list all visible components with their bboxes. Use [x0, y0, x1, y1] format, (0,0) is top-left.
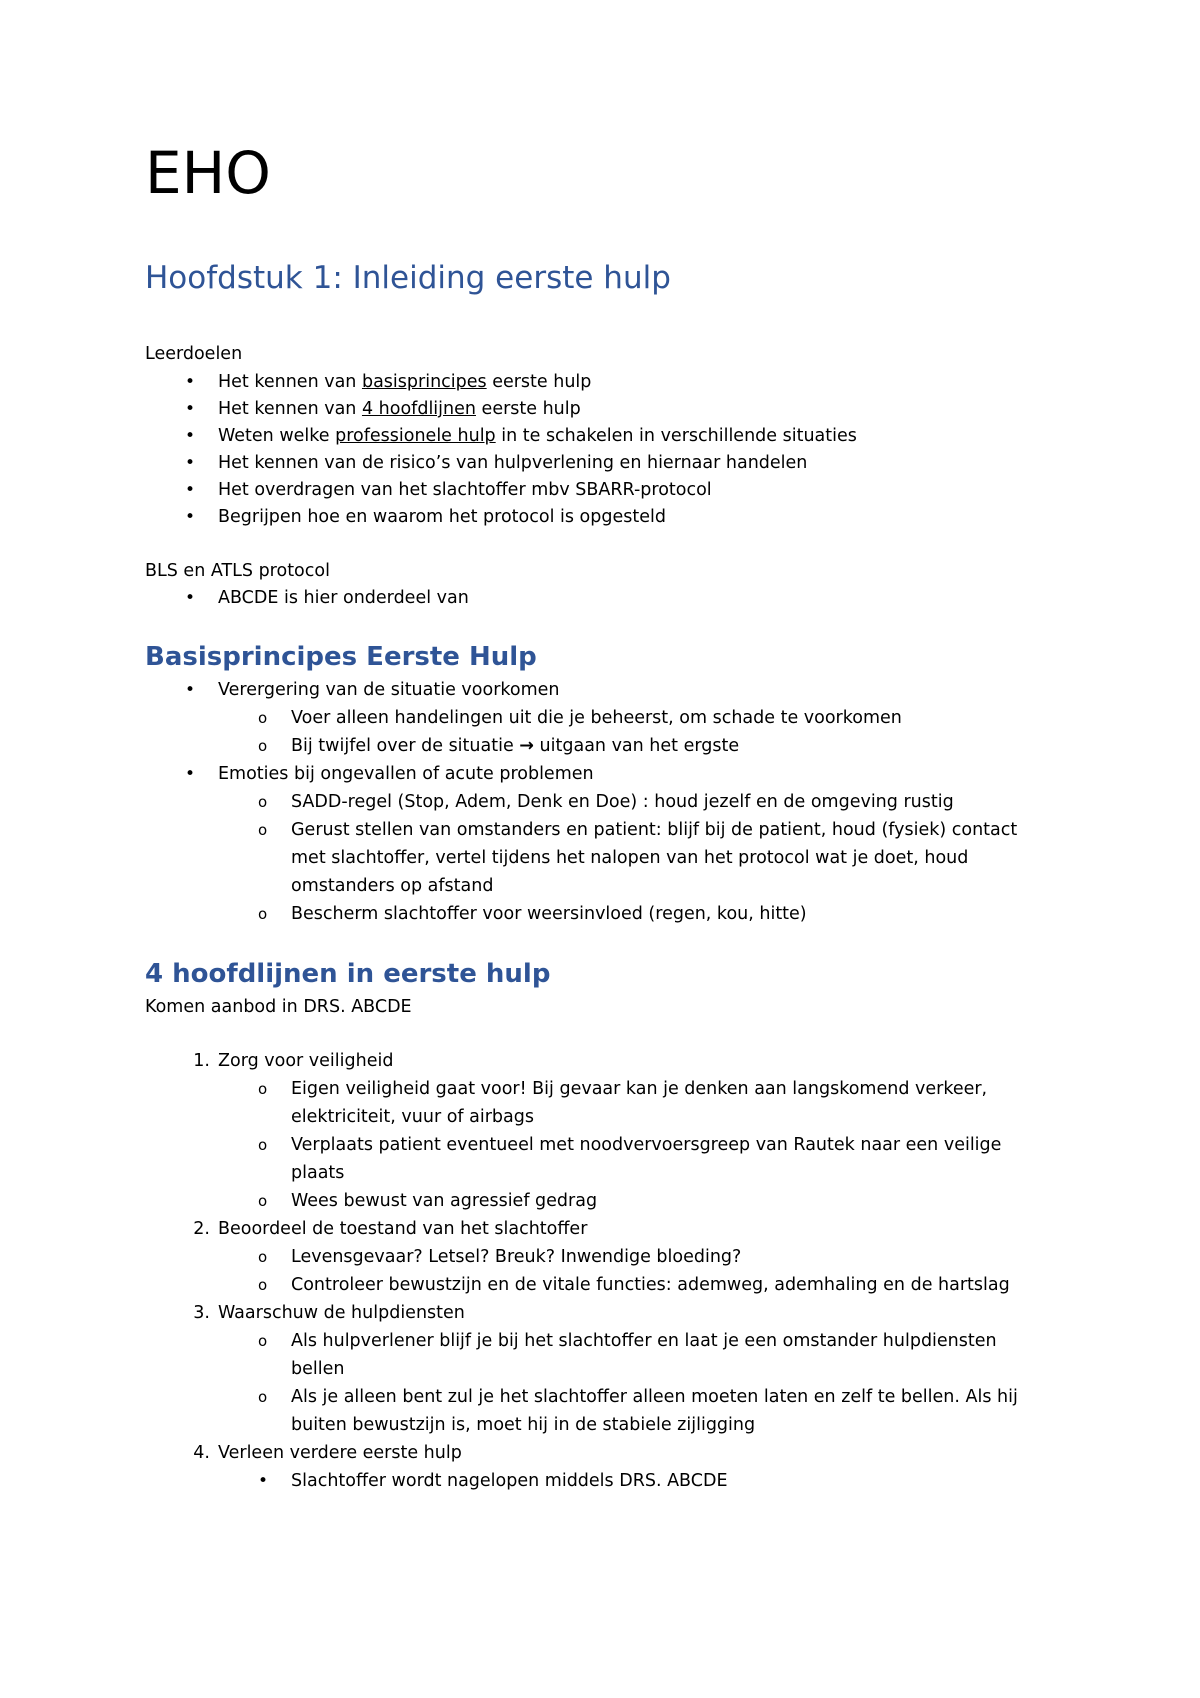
circle-bullet-icon: o [258, 1332, 268, 1350]
bullet-icon: • [185, 372, 196, 392]
circle-bullet-icon: o [258, 821, 268, 839]
list-item: • Het kennen van basisprincipes eerste hulp [218, 368, 591, 396]
bullet-icon: • [185, 588, 196, 608]
sub-list-item: o Bij twijfel over de situatie → uitgaan van het ergste [291, 732, 739, 760]
list-number: 3. [193, 1303, 210, 1323]
sub-list-item: o Wees bewust van agressief gedrag [291, 1187, 597, 1215]
sub-list-item: o Controleer bewustzijn en de vitale functies: ademweg, ademhaling en de hartslag [291, 1271, 1010, 1299]
sub-list-item-continuation: plaats [291, 1163, 345, 1183]
circle-bullet-icon: o [258, 1248, 268, 1266]
list-item: • Het kennen van 4 hoofdlijnen eerste hulp [218, 395, 581, 423]
sub-list-item: o Levensgevaar? Letsel? Breuk? Inwendige bloeding? [291, 1243, 741, 1271]
list-item: • Begrijpen hoe en waarom het protocol is opgesteld [218, 503, 666, 531]
sub-list-item: o Als je alleen bent zul je het slachtoffer alleen moeten laten en zelf te bellen. Als hij [291, 1383, 1018, 1411]
sub-list-item: o Eigen veiligheid gaat voor! Bij gevaar kan je denken aan langskomend verkeer, [291, 1075, 987, 1103]
sub-list-item-continuation: bellen [291, 1359, 345, 1379]
basis-heading: Basisprincipes Eerste Hulp [145, 642, 537, 672]
list-item: • Emoties bij ongevallen of acute problemen [218, 760, 594, 788]
list-item: 2. Beoordeel de toestand van het slachtoffer [218, 1215, 587, 1243]
leerdoelen-label: Leerdoelen [145, 344, 243, 364]
bullet-icon: • [185, 453, 196, 473]
list-number: 4. [193, 1443, 210, 1463]
arrow-right-icon: → [519, 736, 534, 756]
circle-bullet-icon: o [258, 793, 268, 811]
bullet-icon: • [258, 1471, 269, 1491]
list-item: • Het overdragen van het slachtoffer mbv SBARR-protocol [218, 476, 712, 504]
sub-list-item: o Als hulpverlener blijf je bij het slachtoffer en laat je een omstander hulpdiensten [291, 1327, 997, 1355]
circle-bullet-icon: o [258, 737, 268, 755]
list-number: 2. [193, 1219, 210, 1239]
circle-bullet-icon: o [258, 1136, 268, 1154]
bullet-icon: • [185, 399, 196, 419]
circle-bullet-icon: o [258, 1192, 268, 1210]
sub-list-item: • Slachtoffer wordt nagelopen middels DRS. ABCDE [291, 1467, 728, 1495]
hoofdlijnen-heading: 4 hoofdlijnen in eerste hulp [145, 959, 551, 989]
bullet-icon: • [185, 507, 196, 527]
circle-bullet-icon: o [258, 905, 268, 923]
document-title: EHO [145, 139, 271, 207]
chapter-heading: Hoofdstuk 1: Inleiding eerste hulp [145, 260, 671, 296]
list-number: 1. [193, 1051, 210, 1071]
sub-list-item: o Voer alleen handelingen uit die je beheerst, om schade te voorkomen [291, 704, 902, 732]
sub-list-item: o Bescherm slachtoffer voor weersinvloed (regen, kou, hitte) [291, 900, 807, 928]
list-item: 1. Zorg voor veiligheid [218, 1047, 393, 1075]
bullet-icon: • [185, 680, 196, 700]
list-item: 3. Waarschuw de hulpdiensten [218, 1299, 465, 1327]
bullet-icon: • [185, 764, 196, 784]
list-item: • Weten welke professionele hulp in te schakelen in verschillende situaties [218, 422, 857, 450]
circle-bullet-icon: o [258, 1388, 268, 1406]
bullet-icon: • [185, 426, 196, 446]
sub-list-item: o SADD-regel (Stop, Adem, Denk en Doe) : houd jezelf en de omgeving rustig [291, 788, 954, 816]
sub-list-item-continuation: omstanders op afstand [291, 876, 494, 896]
list-item: • Verergering van de situatie voorkomen [218, 676, 560, 704]
list-item: • ABCDE is hier onderdeel van [218, 584, 469, 612]
circle-bullet-icon: o [258, 1080, 268, 1098]
sub-list-item-continuation: buiten bewustzijn is, moet hij in de stabiele zijligging [291, 1415, 756, 1435]
circle-bullet-icon: o [258, 709, 268, 727]
bls-label: BLS en ATLS protocol [145, 561, 330, 581]
list-item: 4. Verleen verdere eerste hulp [218, 1439, 462, 1467]
list-item: • Het kennen van de risico’s van hulpverlening en hiernaar handelen [218, 449, 807, 477]
sub-list-item-continuation: met slachtoffer, vertel tijdens het nalopen van het protocol wat je doet, houd [291, 848, 969, 868]
bullet-icon: • [185, 480, 196, 500]
sub-list-item: o Gerust stellen van omstanders en patient: blijf bij de patient, houd (fysiek) contact [291, 816, 1017, 844]
circle-bullet-icon: o [258, 1276, 268, 1294]
sub-list-item-continuation: elektriciteit, vuur of airbags [291, 1107, 534, 1127]
sub-list-item: o Verplaats patient eventueel met noodvervoersgreep van Rautek naar een veilige [291, 1131, 1001, 1159]
hoofdlijnen-intro: Komen aanbod in DRS. ABCDE [145, 997, 412, 1017]
